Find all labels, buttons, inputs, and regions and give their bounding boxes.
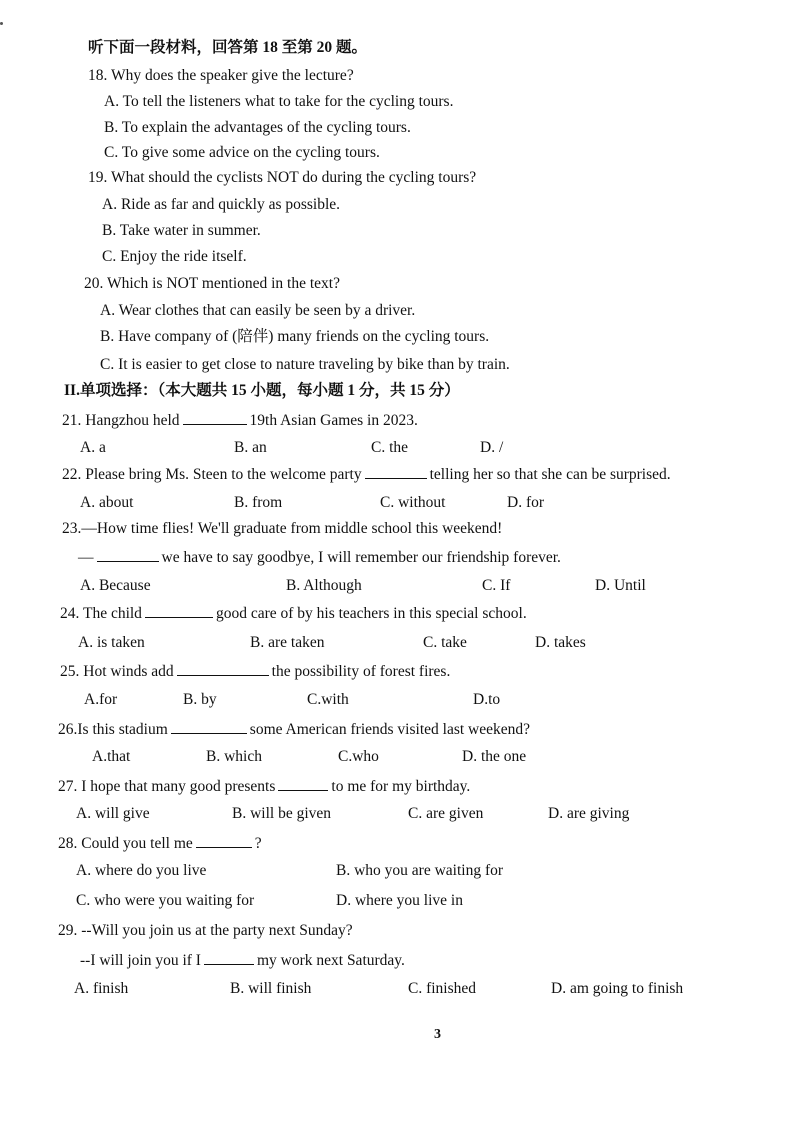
question-22 [62, 464, 671, 485]
q28-blank [196, 833, 252, 848]
question-28 [58, 833, 262, 854]
q21-text-after: 19th Asian Games in 2023. [249, 412, 418, 429]
q23-dash: — [78, 549, 94, 566]
q28-option-c: C. who were you waiting for [76, 892, 255, 909]
q25-blank [177, 661, 269, 676]
q22-blank [365, 464, 427, 479]
q27-text-after: to me for my birthday. [331, 778, 471, 795]
q29-text-before: --I will join you if I [80, 952, 201, 969]
q22-option-c: C. without [380, 494, 446, 511]
q25-option-c: C.with [307, 691, 349, 708]
q22-option-d: D. for [507, 494, 545, 511]
q20-option-c: C. It is easier to get close to nature traveling by bike than by train. [100, 356, 510, 373]
q18-option-b: B. To explain the advantages of the cycling tours. [104, 119, 411, 136]
question-23-line2 [78, 547, 561, 568]
q25-option-a: A.for [84, 691, 118, 708]
question-29-line1: 29. --Will you join us at the party next Sunday? [58, 922, 353, 939]
q19-option-a: A. Ride as far and quickly as possible. [102, 196, 341, 213]
q19-option-b: B. Take water in summer. [102, 222, 261, 239]
q29-option-a: A. finish [74, 980, 129, 997]
q20-option-a: A. Wear clothes that can easily be seen by a driver. [100, 302, 416, 319]
question-20: 20. Which is NOT mentioned in the text? [84, 275, 340, 292]
q28-option-a: A. where do you live [76, 862, 207, 879]
q26-option-a: A.that [92, 748, 131, 765]
q26-option-c: C.who [338, 748, 379, 765]
q28-option-b: B. who you are waiting for [336, 862, 504, 879]
q28-text-before: 28. Could you tell me [58, 835, 193, 852]
q24-option-c: C. take [423, 634, 467, 651]
q29-option-d: D. am going to finish [551, 980, 684, 997]
q28-option-d: D. where you live in [336, 892, 463, 909]
q26-blank [171, 719, 247, 734]
q27-option-c: C. are given [408, 805, 484, 822]
q22-text-before: 22. Please bring Ms. Steen to the welcome party [62, 466, 362, 483]
q25-text-before: 25. Hot winds add [60, 663, 174, 680]
q26-option-b: B. which [206, 748, 262, 765]
q22-text-after: telling her so that she can be surprised. [429, 466, 671, 483]
q23-blank [97, 547, 159, 562]
q29-text-after: my work next Saturday. [256, 952, 405, 969]
q21-option-a: A. a [80, 439, 106, 456]
q28-text-after: ? [254, 835, 262, 852]
q25-option-d: D.to [473, 691, 501, 708]
question-24 [60, 603, 527, 624]
q27-text-before: 27. I hope that many good presents [58, 778, 276, 795]
scan-speck [0, 22, 3, 25]
q21-blank [183, 410, 247, 425]
q27-blank [278, 776, 328, 791]
q21-option-b: B. an [234, 439, 267, 456]
question-25 [60, 661, 450, 682]
q21-option-c: C. the [371, 439, 409, 456]
q19-option-c: C. Enjoy the ride itself. [102, 248, 247, 265]
q23-option-c: C. If [482, 577, 511, 594]
question-18: 18. Why does the speaker give the lecture? [88, 67, 354, 84]
q18-option-c: C. To give some advice on the cycling tours. [104, 144, 380, 161]
section-2-heading: II.单项选择：（本大题共 15 小题，每小题 1 分，共 15 分） [64, 382, 460, 399]
q29-option-c: C. finished [408, 980, 477, 997]
q18-option-a: A. To tell the listeners what to take for the cycling tours. [104, 93, 454, 110]
q24-option-a: A. is taken [78, 634, 145, 651]
q24-option-b: B. are taken [250, 634, 325, 651]
question-26 [58, 719, 530, 740]
question-29-line2 [80, 950, 405, 971]
q23-option-a: A. Because [80, 577, 151, 594]
question-19: 19. What should the cyclists NOT do during the cycling tours? [88, 169, 477, 186]
q27-option-a: A. will give [76, 805, 150, 822]
q21-text-before: 21. Hangzhou held [62, 412, 180, 429]
q22-option-b: B. from [234, 494, 283, 511]
question-23-line1: 23.—How time flies! We'll graduate from middle school this weekend! [62, 520, 503, 537]
q25-text-after: the possibility of forest fires. [271, 663, 451, 680]
q26-text-after: some American friends visited last weekend? [249, 721, 531, 738]
q24-text-before: 24. The child [60, 605, 142, 622]
listening-instruction: 听下面一段材料，回答第 18 至第 20 题。 [88, 39, 368, 56]
q29-option-b: B. will finish [230, 980, 312, 997]
q24-text-after: good care of by his teachers in this special school. [215, 605, 527, 622]
page-number: 3 [434, 1027, 441, 1042]
q26-text-before: 26.Is this stadium [58, 721, 168, 738]
q23-option-b: B. Although [286, 577, 362, 594]
q22-option-a: A. about [80, 494, 134, 511]
q21-option-d: D. / [480, 439, 504, 456]
q26-option-d: D. the one [462, 748, 527, 765]
question-27 [58, 776, 470, 797]
q20-option-b: B. Have company of (陪伴) many friends on the cycling tours. [100, 328, 490, 345]
q23-text-after: we have to say goodbye, I will remember our friendship forever. [161, 549, 561, 566]
q23-option-d: D. Until [595, 577, 646, 594]
q25-option-b: B. by [183, 691, 217, 708]
q24-blank [145, 603, 213, 618]
q24-option-d: D. takes [535, 634, 586, 651]
q29-blank [204, 950, 254, 965]
q27-option-b: B. will be given [232, 805, 332, 822]
question-21 [62, 410, 418, 431]
q27-option-d: D. are giving [548, 805, 630, 822]
